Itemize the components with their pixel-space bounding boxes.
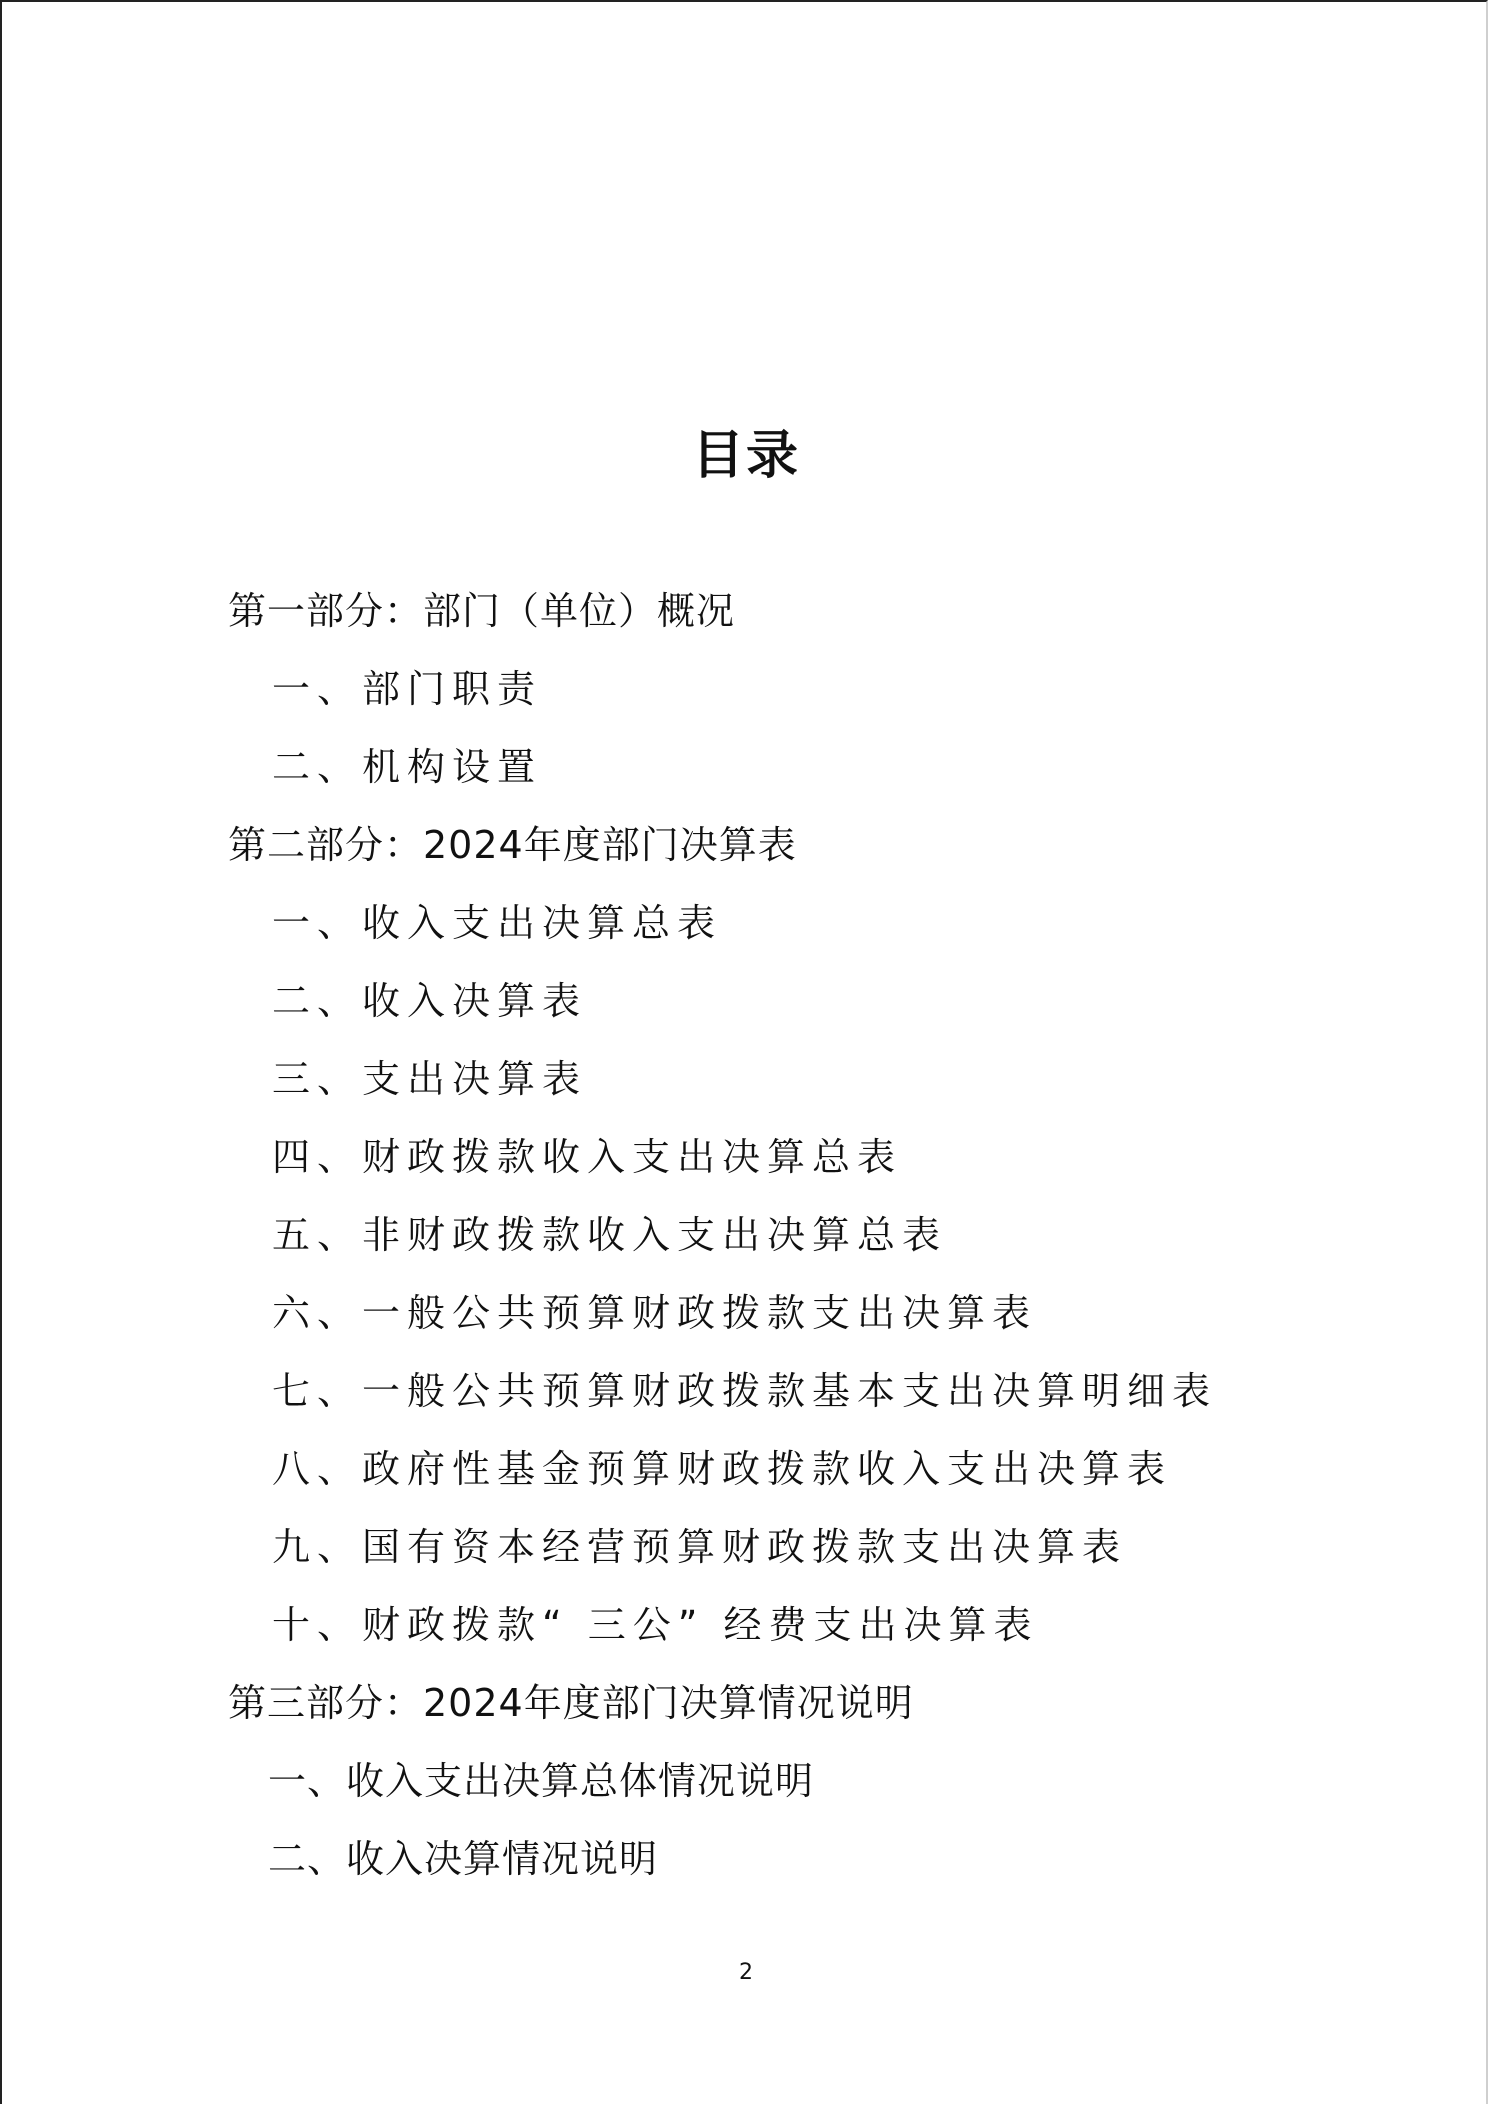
toc-part-3-item-1[interactable]: 一、收入支出决算总体情况说明 [268, 1759, 815, 1803]
toc-part-2-heading[interactable]: 第二部分：2024年度部门决算表 [228, 823, 797, 867]
toc-part-2-item-10[interactable]: 十、财政拨款“ 三公” 经费支出决算表 [272, 1603, 1039, 1647]
toc-part-2-item-5[interactable]: 五、非财政拨款收入支出决算总表 [272, 1213, 948, 1257]
toc-part-2-item-2[interactable]: 二、收入决算表 [272, 979, 588, 1023]
toc-part-2-item-8[interactable]: 八、政府性基金预算财政拨款收入支出决算表 [272, 1447, 1173, 1491]
page-number: 2 [739, 1960, 753, 1985]
toc-part-2-item-9[interactable]: 九、国有资本经营预算财政拨款支出决算表 [272, 1525, 1128, 1569]
toc-part-1-item-1[interactable]: 一、部门职责 [272, 667, 543, 711]
toc-part-3-heading[interactable]: 第三部分：2024年度部门决算情况说明 [228, 1681, 914, 1725]
toc-part-1-item-2[interactable]: 二、机构设置 [272, 745, 543, 789]
toc-part-2-item-7[interactable]: 七、一般公共预算财政拨款基本支出决算明细表 [272, 1369, 1218, 1413]
toc-part-3-item-2[interactable]: 二、收入决算情况说明 [268, 1837, 659, 1881]
toc-title: 目录 [691, 426, 800, 486]
toc-part-1-heading[interactable]: 第一部分：部门（单位）概况 [228, 589, 736, 633]
table-of-contents [2, 2, 1488, 2106]
toc-part-2-item-6[interactable]: 六、一般公共预算财政拨款支出决算表 [272, 1291, 1038, 1335]
toc-part-2-item-1[interactable]: 一、收入支出决算总表 [272, 901, 723, 945]
toc-part-2-item-3[interactable]: 三、支出决算表 [272, 1057, 588, 1101]
toc-part-2-item-4[interactable]: 四、财政拨款收入支出决算总表 [272, 1135, 903, 1179]
